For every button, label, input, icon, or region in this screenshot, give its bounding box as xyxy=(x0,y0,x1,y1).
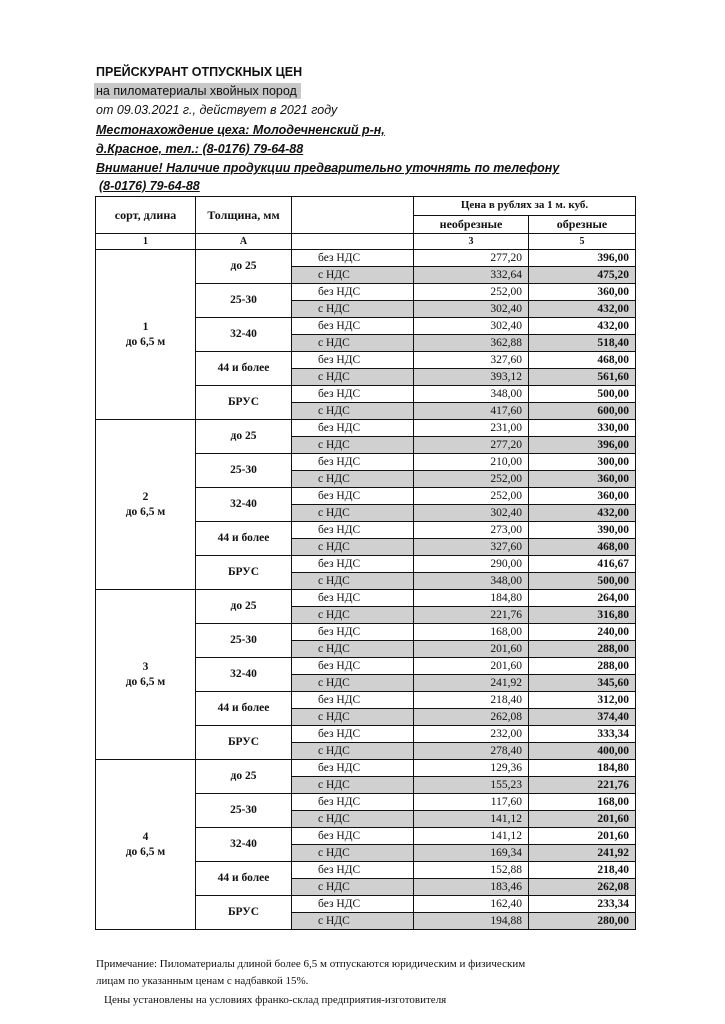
price-edged: 360,00 xyxy=(529,488,636,505)
price-unedged: 141,12 xyxy=(414,828,529,845)
attention-notice: Внимание! Наличие продукции предварительно уточнять по телефону xyxy=(96,161,560,175)
price-edged: 432,00 xyxy=(529,318,636,335)
note-line-2: лицам по указанным ценам с надбавкой 15%. xyxy=(96,975,309,987)
price-unedged-vat: 348,00 xyxy=(414,573,529,590)
price-unedged: 117,60 xyxy=(414,794,529,811)
thickness-cell: БРУС xyxy=(196,726,292,760)
grade-cell xyxy=(96,760,196,930)
vat-label: с НДС xyxy=(292,743,414,760)
grade-length: до 6,5 м xyxy=(125,675,166,688)
price-unedged: 232,00 xyxy=(414,726,529,743)
price-unedged-vat: 417,60 xyxy=(414,403,529,420)
price-edged-vat: 432,00 xyxy=(529,505,636,522)
price-edged: 168,00 xyxy=(529,794,636,811)
header-num-a: А xyxy=(196,234,292,250)
thickness-cell: 32-40 xyxy=(196,488,292,522)
price-unedged: 290,00 xyxy=(414,556,529,573)
price-unedged: 252,00 xyxy=(414,284,529,301)
price-edged-vat: 475,20 xyxy=(529,267,636,284)
price-unedged-vat: 362,88 xyxy=(414,335,529,352)
price-edged-vat: 221,76 xyxy=(529,777,636,794)
thickness-cell: 25-30 xyxy=(196,454,292,488)
header-num-5: 5 xyxy=(529,234,636,250)
vat-label: без НДС xyxy=(292,556,414,573)
price-edged-vat: 400,00 xyxy=(529,743,636,760)
vat-label: без НДС xyxy=(292,828,414,845)
thickness-cell: до 25 xyxy=(196,590,292,624)
price-unedged: 302,40 xyxy=(414,318,529,335)
price-unedged-vat: 201,60 xyxy=(414,641,529,658)
price-unedged: 273,00 xyxy=(414,522,529,539)
vat-label: с НДС xyxy=(292,573,414,590)
vat-label: с НДС xyxy=(292,267,414,284)
vat-label: с НДС xyxy=(292,879,414,896)
thickness-cell: 44 и более xyxy=(196,692,292,726)
price-unedged: 348,00 xyxy=(414,386,529,403)
grade-number: 1 xyxy=(142,320,149,333)
price-edged-vat: 345,60 xyxy=(529,675,636,692)
price-unedged: 252,00 xyxy=(414,488,529,505)
price-unedged: 231,00 xyxy=(414,420,529,437)
price-edged-vat: 518,40 xyxy=(529,335,636,352)
vat-label: с НДС xyxy=(292,777,414,794)
price-unedged: 210,00 xyxy=(414,454,529,471)
price-table xyxy=(95,196,636,930)
thickness-cell: до 25 xyxy=(196,250,292,284)
vat-label: с НДС xyxy=(292,811,414,828)
vat-label: с НДС xyxy=(292,845,414,862)
price-edged: 333,34 xyxy=(529,726,636,743)
price-edged-vat: 241,92 xyxy=(529,845,636,862)
document-subtitle: на пиломатериалы хвойных пород xyxy=(94,83,301,99)
header-thickness: Толщина, мм xyxy=(196,197,292,234)
price-unedged: 168,00 xyxy=(414,624,529,641)
price-unedged-vat: 252,00 xyxy=(414,471,529,488)
price-edged-vat: 600,00 xyxy=(529,403,636,420)
table-row xyxy=(96,250,636,267)
price-edged: 218,40 xyxy=(529,862,636,879)
vat-label: с НДС xyxy=(292,369,414,386)
thickness-cell: до 25 xyxy=(196,760,292,794)
thickness-cell: 44 и более xyxy=(196,522,292,556)
header-num-3: 3 xyxy=(414,234,529,250)
thickness-cell: 25-30 xyxy=(196,624,292,658)
price-edged: 360,00 xyxy=(529,284,636,301)
vat-label: без НДС xyxy=(292,522,414,539)
price-edged: 396,00 xyxy=(529,250,636,267)
header-num-blank xyxy=(292,234,414,250)
note-line-1: Примечание: Пиломатериалы длиной более 6,5 м отпускаются юридическим и физическим xyxy=(96,958,526,970)
grade-length: до 6,5 м xyxy=(125,505,166,518)
price-unedged-vat: 327,60 xyxy=(414,539,529,556)
thickness-cell: 32-40 xyxy=(196,658,292,692)
price-unedged-vat: 332,64 xyxy=(414,267,529,284)
vat-label: без НДС xyxy=(292,692,414,709)
vat-label: без НДС xyxy=(292,862,414,879)
vat-label: без НДС xyxy=(292,420,414,437)
price-unedged-vat: 262,08 xyxy=(414,709,529,726)
vat-label: с НДС xyxy=(292,471,414,488)
vat-label: без НДС xyxy=(292,318,414,335)
header-unedged: необрезные xyxy=(414,215,529,234)
header-num-1: 1 xyxy=(96,234,196,250)
grade-cell xyxy=(96,420,196,590)
vat-label: с НДС xyxy=(292,505,414,522)
price-edged: 264,00 xyxy=(529,590,636,607)
thickness-cell: 44 и более xyxy=(196,862,292,896)
price-edged-vat: 280,00 xyxy=(529,913,636,930)
price-unedged: 184,80 xyxy=(414,590,529,607)
price-edged-vat: 396,00 xyxy=(529,437,636,454)
header-edged: обрезные xyxy=(529,215,636,234)
vat-label: без НДС xyxy=(292,488,414,505)
price-edged-vat: 360,00 xyxy=(529,471,636,488)
thickness-cell: БРУС xyxy=(196,386,292,420)
price-edged: 312,00 xyxy=(529,692,636,709)
vat-label: без НДС xyxy=(292,624,414,641)
price-edged: 184,80 xyxy=(529,760,636,777)
price-edged: 233,34 xyxy=(529,896,636,913)
vat-label: без НДС xyxy=(292,726,414,743)
thickness-cell: 25-30 xyxy=(196,284,292,318)
thickness-cell: до 25 xyxy=(196,420,292,454)
vat-label: без НДС xyxy=(292,386,414,403)
price-edged: 288,00 xyxy=(529,658,636,675)
vat-label: с НДС xyxy=(292,539,414,556)
thickness-cell: БРУС xyxy=(196,556,292,590)
vat-label: с НДС xyxy=(292,913,414,930)
vat-label: без НДС xyxy=(292,454,414,471)
grade-number: 2 xyxy=(142,490,149,503)
vat-label: с НДС xyxy=(292,437,414,454)
price-edged-vat: 432,00 xyxy=(529,301,636,318)
price-edged: 390,00 xyxy=(529,522,636,539)
price-edged: 500,00 xyxy=(529,386,636,403)
workshop-address: д.Красное, тел.: (8-0176) 79-64-88 xyxy=(96,142,304,156)
grade-cell xyxy=(96,590,196,760)
table-row xyxy=(96,590,636,607)
vat-label: без НДС xyxy=(292,794,414,811)
price-edged-vat: 468,00 xyxy=(529,539,636,556)
header-vat-blank xyxy=(292,197,414,234)
grade-length: до 6,5 м xyxy=(125,335,166,348)
table-row xyxy=(96,420,636,437)
vat-label: с НДС xyxy=(292,607,414,624)
thickness-cell: БРУС xyxy=(196,896,292,930)
price-unedged-vat: 277,20 xyxy=(414,437,529,454)
vat-label: с НДС xyxy=(292,675,414,692)
price-edged-vat: 374,40 xyxy=(529,709,636,726)
note-line-3: Цены установлены на условиях франко-склад предприятия-изготовителя xyxy=(104,994,447,1006)
thickness-cell: 32-40 xyxy=(196,828,292,862)
price-unedged-vat: 221,76 xyxy=(414,607,529,624)
price-edged-vat: 262,08 xyxy=(529,879,636,896)
vat-label: с НДС xyxy=(292,403,414,420)
grade-number: 3 xyxy=(142,660,149,673)
price-unedged: 327,60 xyxy=(414,352,529,369)
validity-date: от 09.03.2021 г., действует в 2021 году xyxy=(96,103,338,117)
price-edged-vat: 288,00 xyxy=(529,641,636,658)
price-unedged: 152,88 xyxy=(414,862,529,879)
grade-length: до 6,5 м xyxy=(125,845,166,858)
price-edged-vat: 561,60 xyxy=(529,369,636,386)
price-unedged-vat: 155,23 xyxy=(414,777,529,794)
price-unedged: 218,40 xyxy=(414,692,529,709)
price-edged: 416,67 xyxy=(529,556,636,573)
price-edged-vat: 201,60 xyxy=(529,811,636,828)
attention-phone: (8-0176) 79-64-88 xyxy=(99,179,200,193)
header-price: Цена в рублях за 1 м. куб. xyxy=(414,197,636,216)
price-unedged: 201,60 xyxy=(414,658,529,675)
vat-label: с НДС xyxy=(292,335,414,352)
price-edged: 330,00 xyxy=(529,420,636,437)
header-grade: сорт, длина xyxy=(96,197,196,234)
price-unedged: 277,20 xyxy=(414,250,529,267)
document-title: ПРЕЙСКУРАНТ ОТПУСКНЫХ ЦЕН xyxy=(96,65,303,79)
vat-label: без НДС xyxy=(292,284,414,301)
vat-label: без НДС xyxy=(292,352,414,369)
price-unedged-vat: 169,34 xyxy=(414,845,529,862)
vat-label: без НДС xyxy=(292,250,414,267)
grade-cell xyxy=(96,250,196,420)
price-unedged-vat: 141,12 xyxy=(414,811,529,828)
price-edged: 201,60 xyxy=(529,828,636,845)
price-unedged-vat: 194,88 xyxy=(414,913,529,930)
price-edged: 240,00 xyxy=(529,624,636,641)
vat-label: без НДС xyxy=(292,590,414,607)
vat-label: без НДС xyxy=(292,658,414,675)
price-edged-vat: 500,00 xyxy=(529,573,636,590)
price-unedged: 129,36 xyxy=(414,760,529,777)
price-unedged-vat: 278,40 xyxy=(414,743,529,760)
price-unedged-vat: 183,46 xyxy=(414,879,529,896)
price-unedged-vat: 302,40 xyxy=(414,301,529,318)
vat-label: с НДС xyxy=(292,641,414,658)
table-row xyxy=(96,760,636,777)
workshop-location: Местонахождение цеха: Молодечненский р-н, xyxy=(96,123,385,137)
grade-number: 4 xyxy=(142,830,149,843)
vat-label: с НДС xyxy=(292,709,414,726)
price-unedged: 162,40 xyxy=(414,896,529,913)
thickness-cell: 44 и более xyxy=(196,352,292,386)
vat-label: с НДС xyxy=(292,301,414,318)
vat-label: без НДС xyxy=(292,896,414,913)
price-edged: 468,00 xyxy=(529,352,636,369)
price-unedged-vat: 302,40 xyxy=(414,505,529,522)
price-unedged-vat: 241,92 xyxy=(414,675,529,692)
thickness-cell: 32-40 xyxy=(196,318,292,352)
price-edged-vat: 316,80 xyxy=(529,607,636,624)
thickness-cell: 25-30 xyxy=(196,794,292,828)
price-edged: 300,00 xyxy=(529,454,636,471)
price-unedged-vat: 393,12 xyxy=(414,369,529,386)
vat-label: без НДС xyxy=(292,760,414,777)
